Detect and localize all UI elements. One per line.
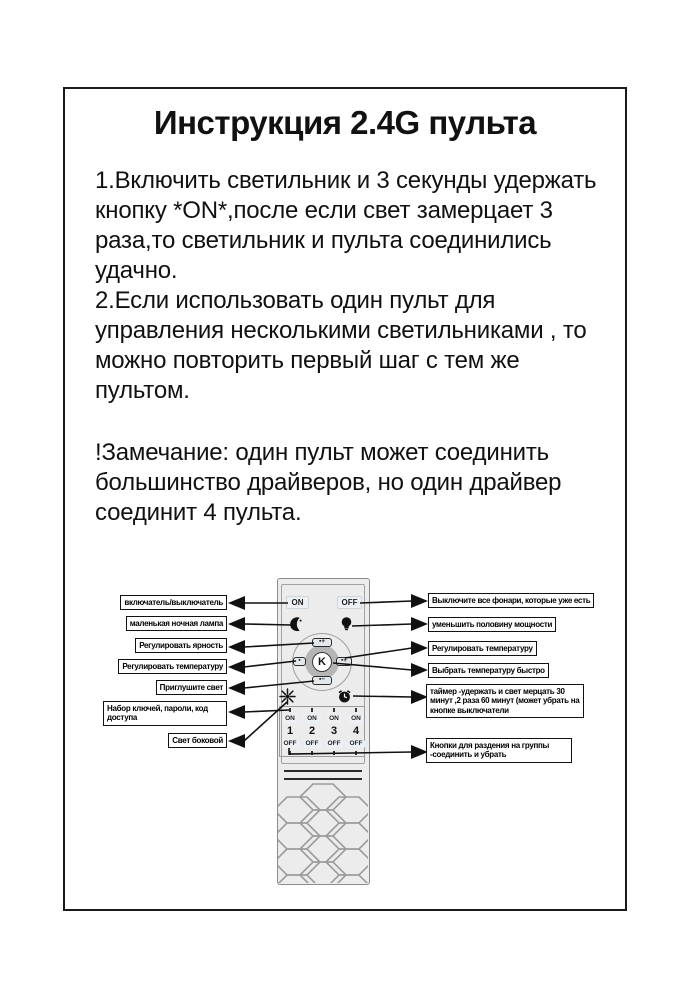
brightness-up-button[interactable]: ▪+ <box>312 638 332 647</box>
night-lamp-button[interactable] <box>288 616 304 632</box>
sun-rays-icon <box>279 688 296 705</box>
group-3-on-button[interactable]: ON <box>329 715 339 722</box>
group-2-off-button[interactable]: OFF <box>305 740 319 747</box>
side-light-button[interactable] <box>279 688 296 705</box>
group-4-number: 4 <box>352 725 360 737</box>
group-3-number: 3 <box>330 725 338 737</box>
speaker-line <box>284 778 362 780</box>
moon-icon <box>288 616 304 632</box>
dim-light-button[interactable]: ▪− <box>312 676 332 685</box>
bulb-icon <box>340 616 353 632</box>
callout-turn-off-all: Выключите все фонари, которые уже есть <box>428 593 594 608</box>
tick-mark <box>333 751 335 755</box>
alarm-clock-icon <box>337 689 352 704</box>
instruction-step-2: 2.Если использовать один пульт для управления несколькими светильниками , то можно повторить первый шаг с тем же пультом. <box>95 287 587 404</box>
instruction-step-1: 1.Включить светильник и 3 секунды удержать кнопку *ON*,после если свет замерцает 3 раза,то светильник и пульта соединились удачно. <box>95 167 597 284</box>
half-power-button[interactable] <box>340 616 353 632</box>
honeycomb-pattern <box>278 783 368 883</box>
timer-button[interactable] <box>337 689 352 704</box>
callout-night-lamp: маленькая ночная лампа <box>126 616 227 631</box>
group-buttons-block <box>279 706 365 757</box>
callout-timer: таймер -удержать и свет мерцать 30 минут ,2 раза 60 минут (может убрать на кнопке выключатели <box>426 684 584 718</box>
tick-mark <box>355 708 357 712</box>
tick-mark <box>355 751 357 755</box>
group-column-2 <box>302 707 322 756</box>
temperature-left-button[interactable]: ▪ <box>293 657 306 666</box>
group-1-off-button[interactable]: OFF <box>283 740 297 747</box>
group-4-off-button[interactable]: OFF <box>349 740 363 747</box>
group-2-number: 2 <box>308 725 316 737</box>
callout-side-light: Свет боковой <box>168 733 227 748</box>
off-button[interactable]: OFF <box>337 596 362 609</box>
group-1-on-button[interactable]: ON <box>285 715 295 722</box>
temperature-right-button[interactable]: ▪+ <box>336 657 352 666</box>
on-button[interactable]: ON <box>286 596 309 609</box>
tick-mark <box>289 751 291 755</box>
group-column-4 <box>346 707 366 756</box>
callout-adjust-temperature-left: Регулировать температуру <box>118 659 227 674</box>
tick-mark <box>311 708 313 712</box>
callout-adjust-temperature-right: Регулировать температуру <box>428 641 537 656</box>
group-2-on-button[interactable]: ON <box>307 715 317 722</box>
center-k-button[interactable]: K <box>312 652 332 672</box>
speaker-line <box>284 770 362 772</box>
instruction-text <box>95 166 603 528</box>
page-title: Инструкция 2.4G пульта <box>153 104 537 141</box>
callout-group-buttons: Кнопки для раздения на группы -соединить и убрать <box>426 738 572 763</box>
tick-mark <box>333 708 335 712</box>
callout-quick-temperature: Выбрать температуру быстро <box>428 663 549 678</box>
group-4-on-button[interactable]: ON <box>351 715 361 722</box>
callout-on-off-switch: включатель/выключатель <box>120 595 227 610</box>
group-1-number: 1 <box>286 725 294 737</box>
group-3-off-button[interactable]: OFF <box>327 740 341 747</box>
callout-half-power: уменьшить половину мощности <box>428 617 556 632</box>
tick-mark <box>289 708 291 712</box>
group-column-3 <box>324 707 344 756</box>
instruction-note: !Замечание: один пульт может соединить большинство драйверов, но один драйвер соединит 4 пульта. <box>95 439 562 526</box>
callout-adjust-brightness: Регулировать ярность <box>135 638 227 653</box>
group-column-1 <box>280 707 300 756</box>
callout-key-set: Набор ключей, пароли, код доступа <box>103 701 227 726</box>
tick-mark <box>311 751 313 755</box>
callout-dim-light: Приглушите свет <box>156 680 227 695</box>
